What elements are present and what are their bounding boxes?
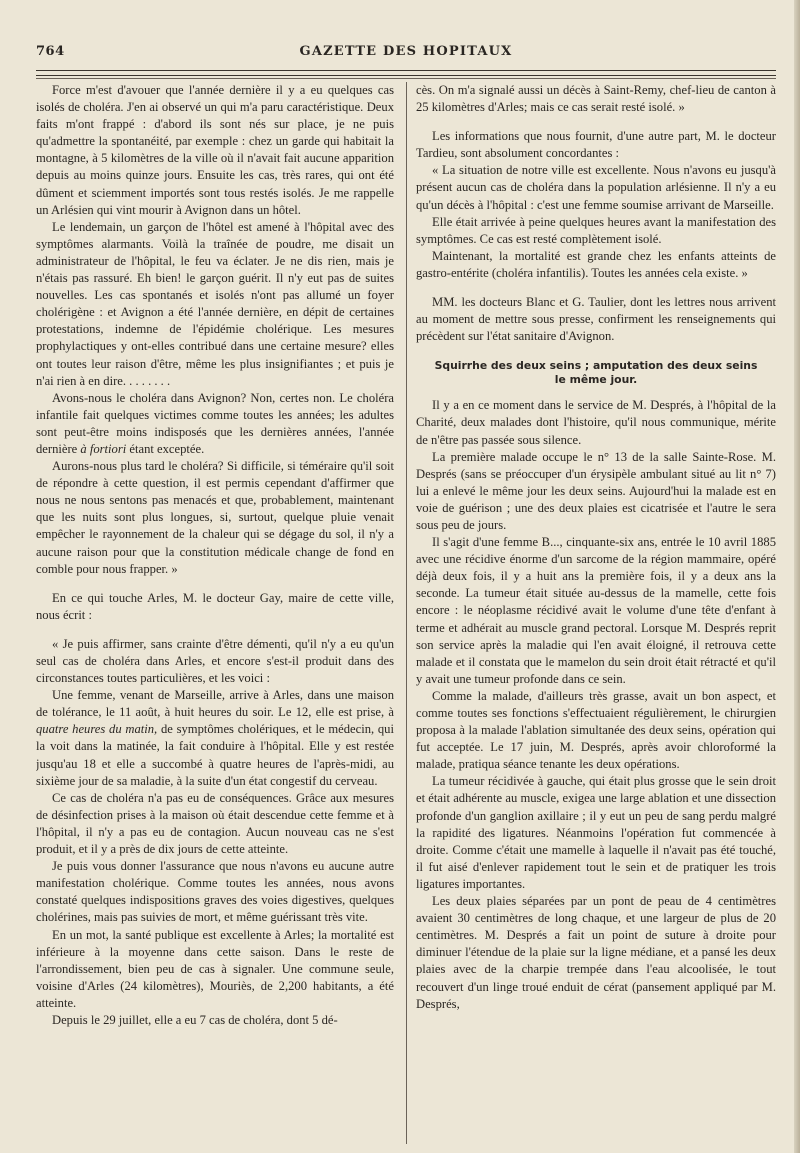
- paragraph: [36, 687, 394, 790]
- right-column: [416, 82, 776, 1144]
- column-divider: [406, 82, 407, 1144]
- paragraph-text: étant exceptée.: [129, 441, 205, 456]
- paragraph: En un mot, la santé publique est excellente à Arles; la mortalité est inférieure à la moyenne dans cette saison. Dans le reste de l'arrondissement, bien peu de cas à signaler. Une commune seule, voisine d'Arles (24 kilomètres), Mouriès, de 2,200 habitants, a été atteinte.: [36, 927, 394, 1010]
- paragraph: En ce qui touche Arles, M. le docteur Gay, maire de cette ville, nous écrit :: [36, 590, 394, 622]
- page-header: [36, 42, 776, 64]
- section-heading: [416, 359, 776, 387]
- page-number: 764: [36, 44, 65, 59]
- paragraph: Les informations que nous fournit, d'une autre part, M. le docteur Tardieu, sont absolument concordantes :: [416, 129, 776, 161]
- italic-phrase: quatre heures du matin,: [36, 722, 158, 737]
- paragraph-text: Avons-nous le choléra dans Avignon? Non, certes non. Le choléra infantile fait quelques victimes comme toutes les années; les adultes sont peut-être moins indisposés que les dernières années, l'année dernière: [36, 390, 394, 456]
- left-column: [36, 82, 394, 1144]
- journal-title: GAZETTE DES HOPITAUX: [299, 44, 513, 59]
- paragraph-text: de symptômes cholériques, et le médecin, qui la voit dans la matinée, la fait conduire à l'hôpital. Elle y est restée jusqu'au 18 et elle a succombé à quatre heures de l'après-midi, au sixième jour de sa maladie, à la suite d'un état congestif du cerveau.: [36, 722, 394, 788]
- paragraph-text: Une femme, venant de Marseille, arrive à Arles, dans une maison de tolérance, le 11 août, à huit heures du soir. Le 12, elle est prise, à: [36, 688, 394, 720]
- paragraph: La première malade occupe le n° 13 de la salle Sainte-Rose. M. Després (sans se préoccuper d'un érysipèle ambulant situé au lit n° 7) lui a enlevé le même jour les deux seins. Aujourd'hui la malade est en voie de guérison ; une des deux plaies est cicatrisée et l'autre le sera sous peu de jours.: [416, 449, 776, 532]
- paragraph: Je puis vous donner l'assurance que nous n'avons eu aucune autre manifestation cholérique. Comme toutes les années, nous avons constaté quelques indispositions graves des voies digestives, quelques cholérines, mais pas suivies de mort, et même guérissant très vite.: [36, 859, 394, 925]
- paragraph: Elle était arrivée à peine quelques heures avant la manifestation des symptômes. Ce cas est resté complètement isolé.: [416, 214, 776, 246]
- paragraph: [36, 390, 394, 458]
- paragraph: Depuis le 29 juillet, elle a eu 7 cas de choléra, dont 5 dé-: [52, 1012, 338, 1027]
- paragraph: « La situation de notre ville est excellente. Nous n'avons eu jusqu'à présent aucun cas de choléra dans la population arlésienne. Il n'y a eu qu'un décès à l'hôpital : c'est une femme soumise arrivant de Marseille.: [416, 163, 776, 212]
- paragraph: Force m'est d'avouer que l'année dernière il y a eu quelques cas isolés de choléra. J'en ai observé un qui m'a paru caractéristique. Deux faits m'ont frappé : d'abord ils sont nés sur place, je ne puis qu'admettre la spontanéité, par exemple : chez un garde qui habitait la montagne, à 5 kilomètres de la ville où il n'avait fait aucune apparition depuis au moins quinze jours. Ensuite les cas, très rares, qui ont été dûment et sciemment importés sont tous restés isolés. Je me rappelle un Arlésien qui vint mourir à Avignon dans un hôtel.: [36, 83, 394, 217]
- paragraph: La tumeur récidivée à gauche, qui était plus grosse que le sein droit et était adhérente au muscle, exigea une large ablation et une dissection profonde d'un ganglion axillaire ; il y eut un peu de sang perdu malgré la rapidité des ligatures. Néanmoins l'opération fut commencée à droite. Comme c'était une mamelle à laquelle il n'avait pas été touché, il fut aisé d'enlever rapidement tout le sein et de pratiquer les trois ligatures importantes.: [416, 774, 776, 891]
- paragraph: Les deux plaies séparées par un pont de peau de 4 centimètres avaient 30 centimètres de long chaque, et une largeur de plus de 20 centimètres. M. Després a fait un point de suture à droite pour diminuer l'étendue de la plaie sur la ligne médiane, et a pansé les deux plaies avec de la charpie trempée dans l'eau alcoolisée, le tout recouvert d'un linge troué enduit de cérat (pansement appliqué par M. Després,: [416, 894, 776, 1011]
- paragraph: Le lendemain, un garçon de l'hôtel est amené à l'hôpital avec des symptômes alarmants. Voilà la traînée de poudre, me disait un administrateur de l'hôpital, le feu va éclater. Je ne dis rien, mais je n'étais pas rassuré. Eh bien! le garçon guérit. Il n'y eut pas de suites nouvelles. Les cas spontanés et isolés n'ont pas allumé un foyer cholérigène : et Avignon a été l'année dernière, en dépit de certaines protestations, indemne de l'épidémie cholérique. Les mesures prophylactiques y ont-elles contribué dans une certaine mesure? elles ont toutes leur raison d'être, même les plus insignifiantes ; et puis je n'ai rien à en dire. . . . . . . .: [36, 219, 394, 388]
- header-rule: [36, 70, 776, 76]
- italic-phrase: à fortiori: [80, 441, 127, 456]
- paragraph: « Je puis affirmer, sans crainte d'être démenti, qu'il n'y a eu qu'un seul cas de choléra dans Arles, et encore s'est-il produit dans des circonstances toutes particulières, et les voici :: [36, 636, 394, 686]
- paragraph: Aurons-nous plus tard le choléra? Si difficile, si téméraire qu'il soit de répondre à cette question, il est permis cependant d'affirmer que nous ne nous sentons pas menacés et que, probablement, maintenant que les nuits sont plus longues, si, surtout, quelque pluie venait empêcher le rayonnement de la chaleur qui se dégage du sol, il n'y a aucune raison pour que la constitution médicale change de fond en comble pour nous frapper. »: [36, 459, 394, 576]
- paragraph: Il s'agit d'une femme B..., cinquante-six ans, entrée le 10 avril 1885 avec une récidive énorme d'un sarcome de la région mammaire, opéré déjà deux fois, il y a huit ans la première fois, il y a deux ans la seconde. La tumeur était située au-dessus de la mamelle, cette fois encore : le néoplasme récidivé avait le volume d'une tête d'enfant à terme et adhérait au muscle grand pectoral. Lorsque M. Després reprit son service après la maladie qui l'en avait éloigné, il retrouva cette malade et il constata que le mamelon du sein droit était rétracté et qu'il y avait une tumeur profonde dans ce sein.: [416, 535, 776, 686]
- section-heading-line: Squirrhe des deux seins ; amputation des deux seins: [434, 359, 758, 373]
- paragraph: MM. les docteurs Blanc et G. Taulier, dont les lettres nous arrivent au moment de mettre sous presse, confirment les renseignements qui précèdent sur l'état sanitaire d'Avignon.: [416, 295, 776, 344]
- header-rule-lower: [36, 78, 776, 79]
- paragraph: cès. On m'a signalé aussi un décès à Saint-Remy, chef-lieu de canton à 25 kilomètres d'Arles; mais ce cas serait resté isolé. »: [416, 83, 776, 115]
- paragraph: Comme la malade, d'ailleurs très grasse, avait un bon aspect, et comme toutes ses fonctions s'effectuaient régulièrement, le chirurgien proposa à la malade l'ablation simultanée des deux seins, opération qui fut acceptée. Le 17 juin, M. Després, après avoir chloroformé la malade, pratiqua séance tenante les deux opérations.: [416, 688, 776, 772]
- section-heading-line: le même jour.: [554, 373, 638, 387]
- paragraph: Ce cas de choléra n'a pas eu de conséquences. Grâce aux mesures de désinfection prises à la maison où était descendue cette femme et à l'hôpital, il n'y a pas eu de contagion. Aucun nouveau cas ne s'est produit, et il y a près de dix jours de cette atteinte.: [36, 790, 394, 857]
- paragraph: Il y a en ce moment dans le service de M. Després, à l'hôpital de la Charité, deux malades dont l'histoire, qu'il nous communique, mérite de n'être pas passée sous silence.: [416, 398, 776, 447]
- paragraph: Maintenant, la mortalité est grande chez les enfants atteints de gastro-entérite (choléra infantilis). Toutes les années cela existe. »: [416, 248, 776, 280]
- page-edge: [794, 0, 800, 1153]
